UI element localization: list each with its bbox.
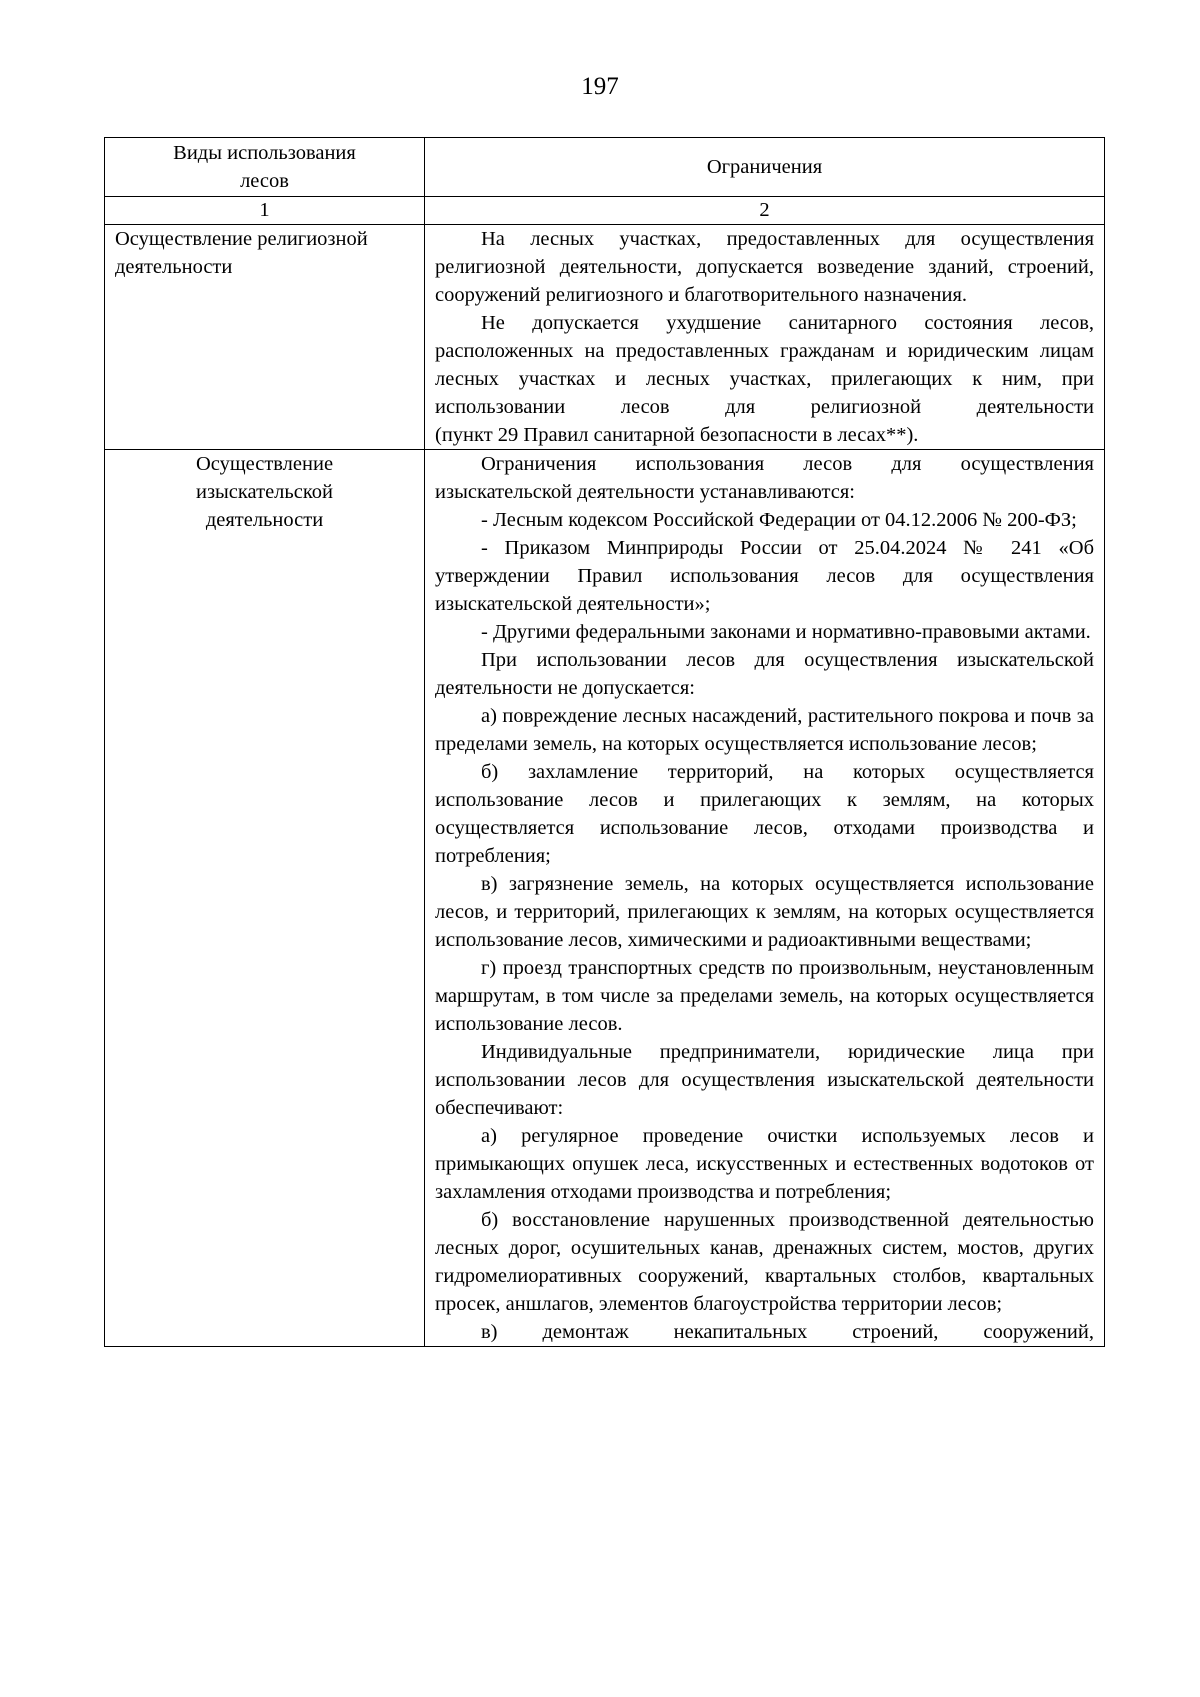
paragraph: (пункт 29 Правил санитарной безопасности в лесах**). (435, 424, 919, 446)
row-name-religious-activity-label: Осуществление религиозной деятельности (115, 228, 368, 278)
paragraph: а) повреждение лесных насаждений, растительного покрова и почв за пределами земель, на которых осуществляется использование лесов; (435, 705, 1094, 755)
restrictions-table (104, 137, 1105, 1347)
page-number: 197 (581, 73, 619, 100)
paragraph: б) восстановление нарушенных производственной деятельностью лесных дорог, осушительных канав, дренажных систем, мостов, других гидромелиоративных сооружений, квартальных столбов, квартальных просек, аншлагов, элементов благоустройства территории лесов; (435, 1209, 1094, 1315)
paragraph: - Лесным кодексом Российской Федерации от 04.12.2006 № 200-ФЗ; (481, 509, 1077, 531)
paragraph: Индивидуальные предприниматели, юридические лица при использовании лесов для осуществления изыскательской деятельности обеспечивают: (435, 1041, 1094, 1119)
table-row (105, 450, 1105, 1347)
header-forest-use-types (105, 138, 425, 197)
paragraph: в) демонтаж некапитальных строений, сооружений, (481, 1321, 1094, 1343)
header-forest-use-types-label: Виды использования лесов (173, 142, 356, 192)
column-number-row (105, 197, 1105, 225)
paragraph: При использовании лесов для осуществления изыскательской деятельности не допускается: (435, 649, 1094, 699)
paragraph: Не допускается ухудшение санитарного состояния лесов, расположенных на предоставленных гражданам и юридическим лицам лесных участках и лесных участках, прилегающих к ним, при использовании лесов для религиозной деятельности (435, 312, 1094, 418)
paragraph: б) захламление территорий, на которых осуществляется использование лесов и прилегающих к землям, на которых осуществляется использование лесов, отходами производства и потребления; (435, 761, 1094, 867)
paragraph: На лесных участках, предоставленных для осуществления религиозной деятельности, допускается возведение зданий, строений, сооружений религиозного и благотворительного назначения. (435, 228, 1094, 306)
paragraph: - Другими федеральными законами и нормативно-правовыми актами. (481, 621, 1091, 643)
table-header-row (105, 138, 1105, 197)
row-name-religious-activity (105, 225, 425, 450)
column-number-2: 2 (425, 197, 1105, 225)
paragraph: г) проезд транспортных средств по произвольным, неустановленным маршрутам, в том числе за пределами земель, на которых осуществляется использование лесов. (435, 957, 1094, 1035)
paragraph: Ограничения использования лесов для осуществления изыскательской деятельности устанавливаются: (435, 453, 1094, 503)
row-restrictions-religious-activity (425, 225, 1105, 450)
table-row (105, 225, 1105, 450)
paragraph: в) загрязнение земель, на которых осуществляется использование лесов, и территорий, прилегающих к землям, на которых осуществляется использование лесов, химическими и радиоактивными веществами; (435, 873, 1094, 951)
row-name-survey-activity (105, 450, 425, 1347)
header-restrictions: Ограничения (425, 138, 1105, 197)
paragraph: - Приказом Минприроды России от 25.04.2024 № 241 «Об утверждении Правил использования лесов для осуществления изыскательской деятельности»; (435, 537, 1094, 615)
row-name-survey-activity-label: Осуществление изыскательской деятельности (195, 453, 334, 531)
column-number-1: 1 (105, 197, 425, 225)
paragraph: а) регулярное проведение очистки используемых лесов и примыкающих опушек леса, искусственных и естественных водотоков от захламления отходами производства и потребления; (435, 1125, 1094, 1203)
row-restrictions-survey-activity (425, 450, 1105, 1347)
